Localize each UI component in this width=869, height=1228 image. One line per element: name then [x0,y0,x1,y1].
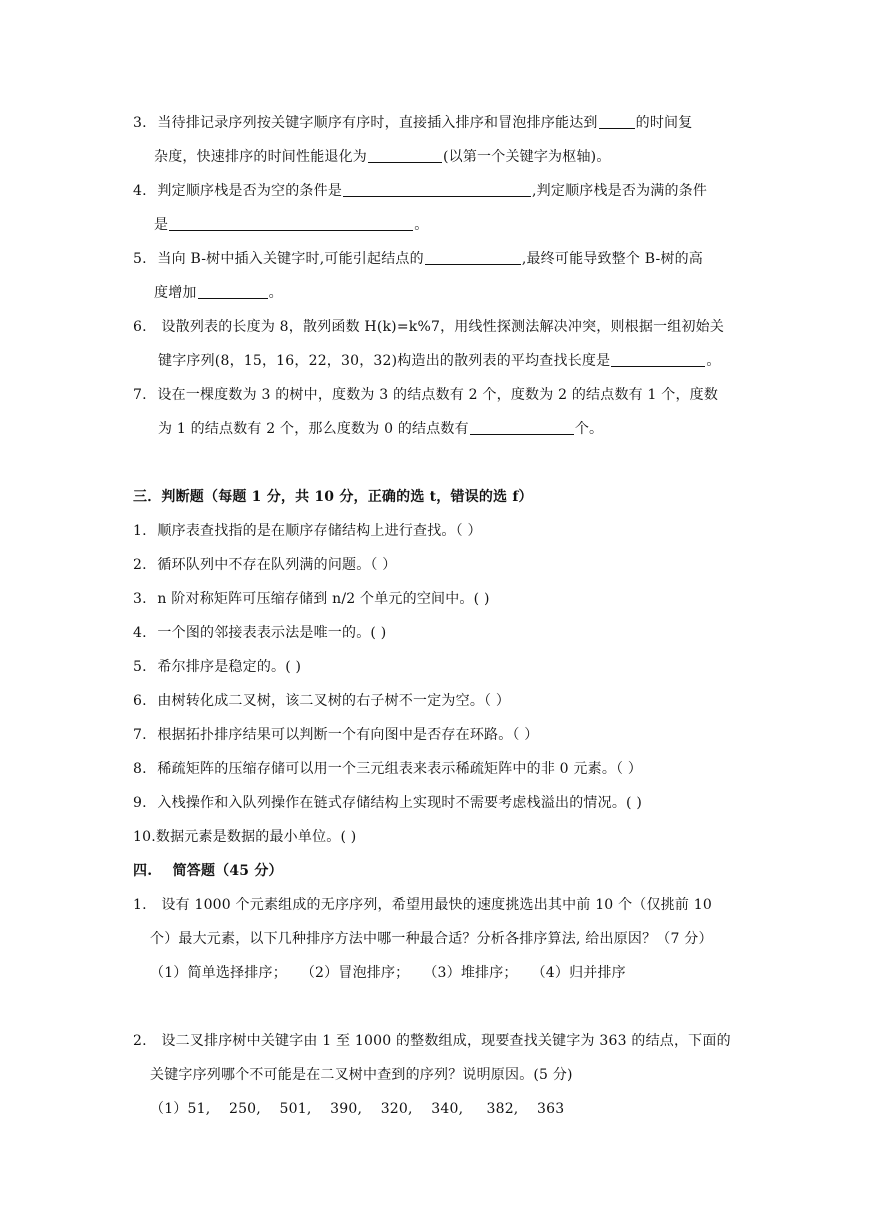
item-number: 7. [133,727,147,743]
short-answer-2-line-2: 关键字序列哪个不可能是在二叉树中查到的序列？说明原因。(5 分) [150,1067,573,1083]
short-answer-2-sequence: （1）51, 250, 501, 390, 320, 340, 382, 363 [150,1101,565,1117]
question-text: ,最终可能导致整个 B-树的高 [521,251,703,267]
short-answer-2-line-1 [133,1031,731,1051]
item-text: 入栈操作和入队列操作在链式存储结构上实现时不需要考虑栈溢出的情况。( ) [157,795,642,811]
question-text: 设散列表的长度为 8，散列函数 H(k)=k%7，用线性探测法解决冲突，则根据一组初始关 [161,319,725,335]
item-number: 4. [133,625,147,641]
question-text: 判定顺序栈是否为空的条件是 [157,183,343,199]
tf-item-8 [133,759,642,779]
blank-question-5-line-1 [133,249,703,269]
tf-item-7 [133,725,538,745]
tf-item-9 [133,793,642,813]
blank-question-6-line-2 [158,351,721,371]
item-text: 数据元素是数据的最小单位。( ) [155,829,357,845]
tf-item-3 [133,589,490,609]
item-number: 9. [133,795,147,811]
question-text: 。 [706,353,721,369]
section-heading-true-false: 三．判断题（每题 1 分，共 10 分，正确的选 t，错误的选 f） [133,489,533,505]
question-text: 的时间复 [635,115,693,131]
question-number: 6. [133,319,147,335]
blank-question-7-line-1 [133,385,718,405]
question-text: 设在一棵度数为 3 的树中，度数为 3 的结点数有 2 个，度数为 2 的结点数有 1 个，度数 [157,387,719,403]
question-text: 个。 [574,421,604,437]
answer-blank[interactable] [343,182,531,197]
blank-question-5-line-2 [154,283,283,303]
question-text: 。 [268,285,283,301]
section-heading-short-answer: 四. 简答题（45 分） [133,863,283,879]
item-text: 根据拓扑排序结果可以判断一个有向图中是否存在环路。（ ） [157,727,539,743]
question-text: 设二叉排序树中关键字由 1 至 1000 的整数组成，现要查找关键字为 363 的结点，下面的 [161,1033,731,1049]
blank-question-6-line-1 [133,317,724,337]
item-text: 顺序表查找指的是在顺序存储结构上进行查找。（ ） [157,523,482,539]
item-text: 一个图的邻接表表示法是唯一的。( ) [157,625,387,641]
tf-item-4 [133,623,386,643]
tf-item-1 [133,521,482,541]
question-text: 度增加 [154,285,197,301]
answer-blank[interactable] [198,284,268,299]
short-answer-1-line-1 [133,895,712,915]
question-number: 7. [133,387,147,403]
item-text: 稀疏矩阵的压缩存储可以用一个三元组表来表示稀疏矩阵中的非 0 元素。（ ） [157,761,643,777]
item-number: 5. [133,659,147,675]
item-text: 希尔排序是稳定的。( ) [157,659,302,675]
question-text: ,判定顺序栈是否为满的条件 [532,183,708,199]
answer-blank[interactable] [169,216,413,231]
answer-blank[interactable] [470,420,574,435]
question-text: 当向 B-树中插入关键字时,可能引起结点的 [157,251,424,267]
question-number: 5. [133,251,147,267]
item-text: 循环队列中不存在队列满的问题。（ ） [157,557,397,573]
blank-question-4-line-1 [133,181,707,201]
question-number: 2. [133,1033,147,1049]
blank-question-3-line-1 [133,113,692,133]
item-number: 2. [133,557,147,573]
question-text: 当待排记录序列按关键字顺序有序时，直接插入排序和冒泡排序能达到 [157,115,598,131]
question-text: 是 [154,217,169,233]
answer-blank[interactable] [611,352,705,367]
question-text: (以第一个关键字为枢轴)。 [443,149,611,165]
item-number: 10. [133,829,156,845]
answer-blank[interactable] [368,148,442,163]
question-text: 键字序列(8，15，16，22，30，32)构造出的散列表的平均查找长度是 [158,353,611,369]
item-text: 由树转化成二叉树，该二叉树的右子树不一定为空。（ ） [157,693,511,709]
blank-question-3-line-2 [154,147,611,167]
tf-item-5 [133,657,301,677]
question-text: 。 [414,217,429,233]
item-number: 6. [133,693,147,709]
blank-question-4-line-2 [154,215,428,235]
item-text: n 阶对称矩阵可压缩存储到 n/2 个单元的空间中。( ) [157,591,490,607]
short-answer-1-options: （1）简单选择排序； （2）冒泡排序； （3）堆排序； （4）归并排序 [150,965,626,981]
answer-blank[interactable] [599,114,635,129]
question-text: 为 1 的结点数有 2 个，那么度数为 0 的结点数有 [158,421,469,437]
item-number: 1. [133,523,147,539]
question-number: 4. [133,183,147,199]
tf-item-2 [133,555,396,575]
question-number: 3. [133,115,147,131]
tf-item-6 [133,691,510,711]
question-text: 设有 1000 个元素组成的无序序列，希望用最快的速度挑选出其中前 10 个（仅挑前 10 [161,897,712,913]
question-text: 杂度，快速排序的时间性能退化为 [154,149,367,165]
tf-item-10 [133,827,356,847]
blank-question-7-line-2 [158,419,603,439]
item-number: 3. [133,591,147,607]
answer-blank[interactable] [425,250,521,265]
question-number: 1. [133,897,147,913]
short-answer-1-line-2: 个）最大元素，以下几种排序方法中哪一种最合适？分析各排序算法, 给出原因？（7 分） [150,931,713,947]
item-number: 8. [133,761,147,777]
